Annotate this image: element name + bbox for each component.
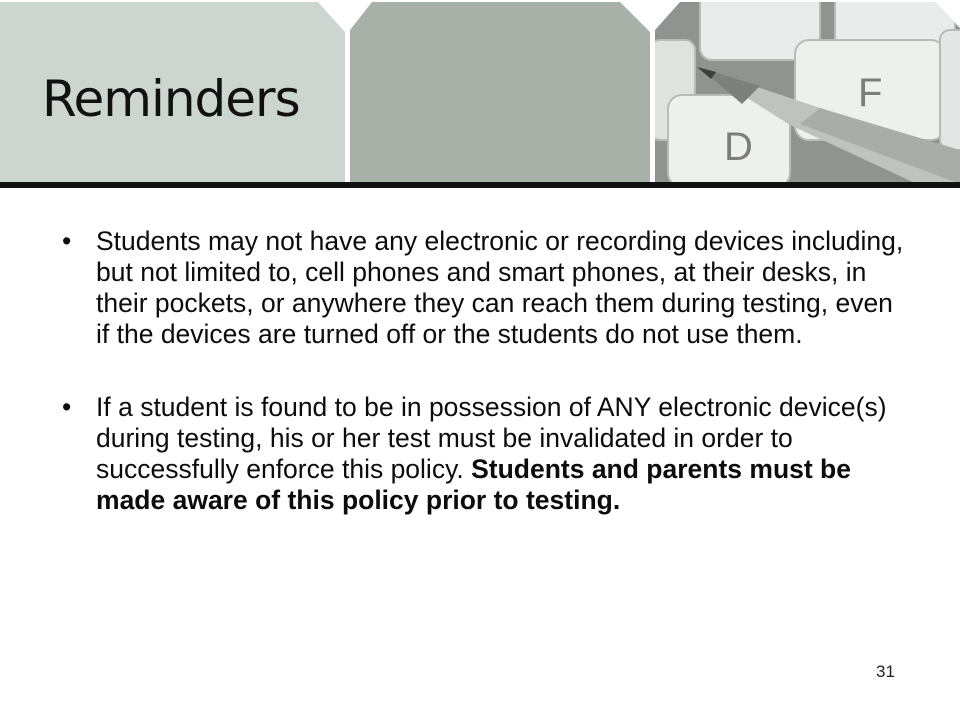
header-banner <box>0 0 960 190</box>
bullet-item-devices-policy <box>62 226 912 350</box>
bullet-text: If a student is found to be in possession of ANY electronic device(s) during testing, his or her test must be invalidated in order to successfully enforce this policy. <box>96 392 887 484</box>
keyboard-pencil-photo-icon <box>650 0 960 190</box>
bullet-list <box>62 226 912 558</box>
bullet-item-invalidation-policy <box>62 392 912 516</box>
bullet-marker: • <box>62 392 72 422</box>
bullet-bold-text: Students and parents must be made aware of this policy prior to testing. <box>96 454 851 515</box>
key-label-d: D <box>724 125 753 169</box>
key-label-f: F <box>858 71 883 115</box>
bullet-marker: • <box>62 226 72 256</box>
slide-title: Reminders <box>42 70 300 128</box>
header-panel-middle <box>350 2 650 183</box>
header-rule <box>0 182 960 188</box>
bullet-text: Students may not have any electronic or recording devices including, but not limited to, cell phones and smart phones, at their desks, in their pockets, or anywhere they can reach them during testing, even if the devices are turned off or the students do not use them. <box>96 226 904 349</box>
page-number: 31 <box>876 662 895 681</box>
